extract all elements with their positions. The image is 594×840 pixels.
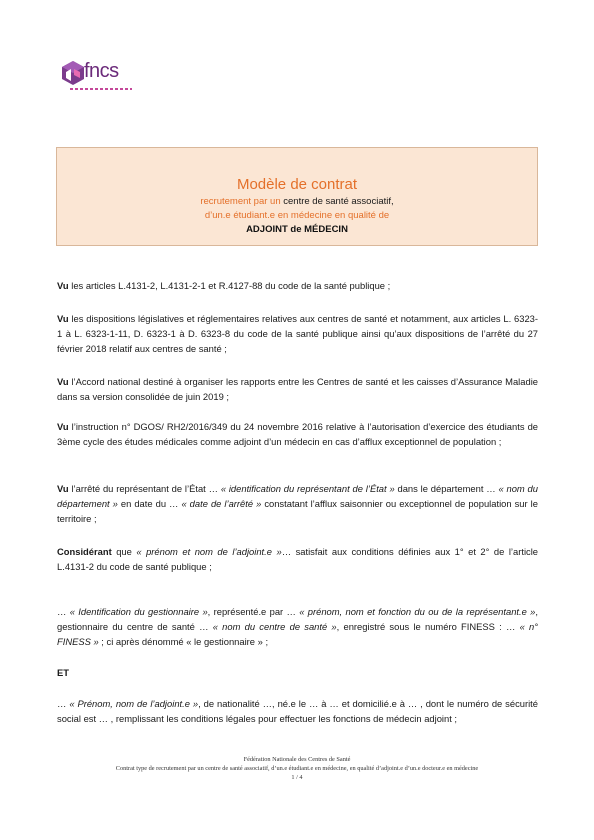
paragraph-adjoint: … « Prénom, nom de l’adjoint.e », de nationalité …, né.e le … à … et domicilié.e à … , dont le numéro de sécurité social est … , remplissant les conditions légales pour effectuer les fonctions de médecin adjoint ; (57, 698, 538, 724)
logo-underline (70, 88, 132, 90)
page-footer (40, 755, 554, 782)
document-title: Modèle de contrat (236, 176, 358, 193)
page-number: 1 / 4 (291, 774, 303, 781)
logo-text: fncs (84, 60, 119, 82)
paragraph-vu-1: Vu les articles L.4131-2, L.4131-2-1 et R.4127-88 du code de la santé publique ; (57, 280, 391, 291)
subtitle-role: ADJOINT de MÉDECIN (246, 224, 348, 235)
fncs-logo (58, 58, 138, 98)
paragraph-vu-2: Vu les dispositions législatives et réglementaires relatives aux centres de santé et notamment, aux articles L. 6323-1 à L. 6323-1-11, D. 6323-1 à D. 6323-8 du code de la santé publique ainsi qu’aux dispositions de l’arrêté du 27 février 2018 relatif aux centres de santé ; (57, 313, 538, 354)
paragraph-vu-5: Vu l’arrêté du représentant de l’État … « identification du représentant de l’État » dans le département … « nom du département » en date du … « date de l’arrêté » constatant l’afflux saisonnier ou exceptionnel de population sur le territoire ; (57, 483, 538, 524)
paragraph-et: ET (57, 667, 69, 678)
subtitle-line-1: recrutement par un centre de santé associatif, (200, 196, 394, 207)
subtitle-line-2: d’un.e étudiant.e en médecine en qualité de (204, 210, 390, 221)
footer-document-title: Contrat type de recrutement par un centre de santé associatif, d’un.e étudiant.e en médecine, en qualité d’adjoint.e d’un.e docteur.e en médecine (115, 765, 479, 772)
title-box (56, 147, 538, 246)
paragraph-vu-3: Vu l’Accord national destiné à organiser les rapports entre les Centres de santé et les caisses d’Assurance Maladie dans sa version consolidée de juin 2019 ; (57, 376, 538, 402)
footer-organisation: Fédération Nationale des Centres de Santé (243, 756, 351, 763)
paragraph-vu-4: Vu l’instruction n° DGOS/ RH2/2016/349 du 24 novembre 2016 relative à l’autorisation d’exercice des étudiants de 3ème cycle des études médicales comme adjoint d’un médecin en cas d’afflux exceptionnel de population ; (57, 421, 538, 447)
paragraph-gestionnaire: … « Identification du gestionnaire », représenté.e par … « prénom, nom et fonction du ou de la représentant.e », gestionnaire du centre de santé … « nom du centre de santé », enregistré sous le numéro FINESS : … « n° FINESS » ; ci après dénommé « le gestionnaire » ; (57, 606, 538, 647)
paragraph-considerant: Considérant que « prénom et nom de l’adjoint.e »… satisfait aux conditions définies aux 1° et 2° de l’article L.4131-2 du code de santé publique ; (57, 546, 539, 572)
